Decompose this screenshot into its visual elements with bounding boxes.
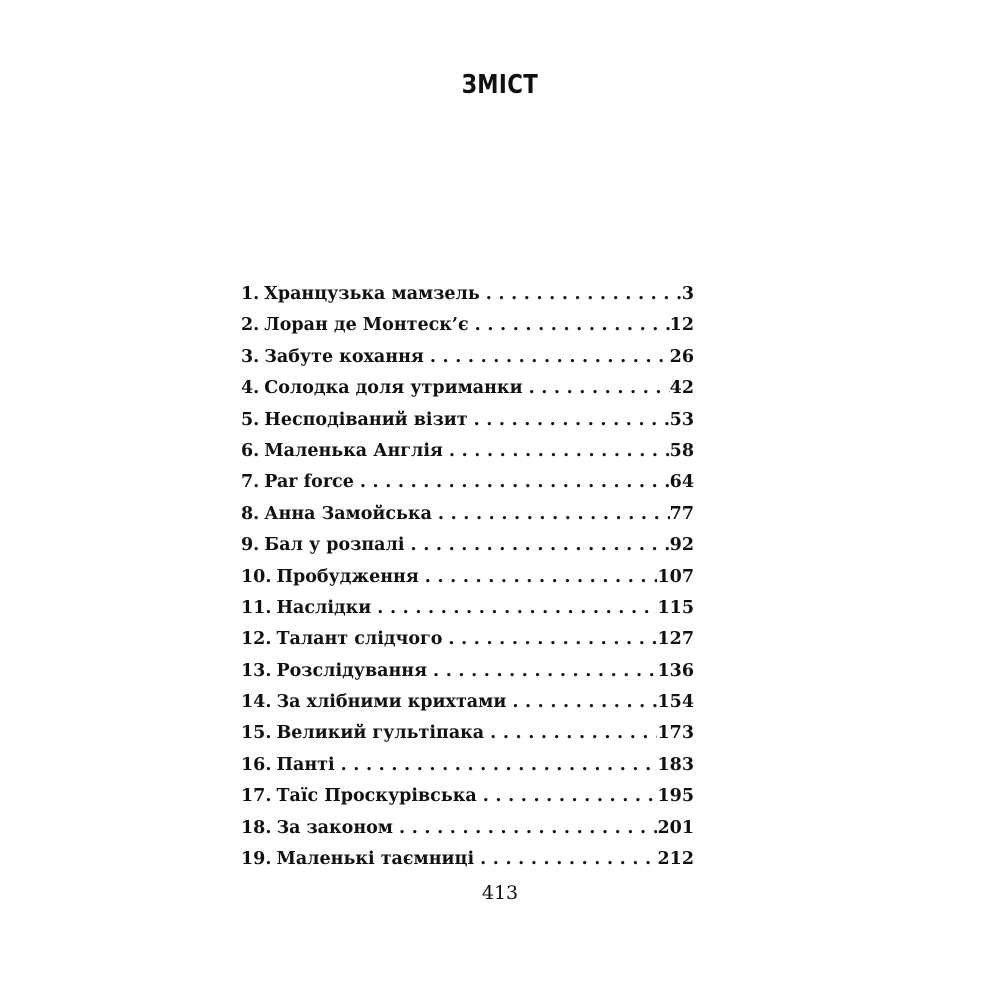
dot-leader <box>419 562 658 593</box>
entry-number: 4. <box>241 378 260 399</box>
dot-leader <box>335 750 658 781</box>
entry-number: 17. <box>241 786 272 807</box>
dot-leader <box>523 373 670 404</box>
dot-leader <box>371 593 657 624</box>
toc-entry[interactable] <box>241 279 694 310</box>
toc-entry[interactable] <box>241 499 694 530</box>
entry-number: 16. <box>241 754 272 775</box>
dot-leader <box>484 718 657 749</box>
entry-page: 3 <box>681 284 694 304</box>
page-number: 413 <box>481 882 519 904</box>
dot-leader <box>506 687 657 718</box>
dot-leader <box>468 405 670 436</box>
toc-entry[interactable] <box>241 750 694 781</box>
entry-page: 58 <box>669 440 694 461</box>
entry-page: 107 <box>657 566 694 587</box>
entry-page: 201 <box>657 817 694 838</box>
entry-number: 6. <box>241 440 260 461</box>
entry-number: 3. <box>241 346 260 367</box>
dot-leader <box>442 624 657 655</box>
toc-entry[interactable] <box>241 687 694 718</box>
entry-number: 19. <box>241 849 272 870</box>
dot-leader <box>443 436 670 467</box>
toc-entry[interactable] <box>241 624 694 655</box>
entry-title: Забуте кохання <box>264 346 424 367</box>
entry-title: Лоран де Монтеск’є <box>264 315 469 336</box>
entry-page: 136 <box>657 660 694 681</box>
entry-number: 13. <box>241 660 272 681</box>
entry-page: 92 <box>669 535 694 556</box>
dot-leader <box>393 813 657 844</box>
entry-page: 53 <box>669 409 694 430</box>
dot-leader <box>480 279 682 310</box>
toc-entry[interactable] <box>241 718 694 749</box>
entry-page: 12 <box>669 315 694 336</box>
toc-entry[interactable] <box>241 310 694 341</box>
entry-number: 15. <box>241 723 272 744</box>
entry-number: 2. <box>241 315 260 336</box>
toc-entry[interactable] <box>241 530 694 561</box>
page-title: ЗМІСТ <box>461 70 539 100</box>
dot-leader <box>474 844 657 875</box>
dot-leader <box>432 499 670 530</box>
entry-title: Маленька Англія <box>264 440 443 461</box>
toc-entry[interactable] <box>241 467 694 498</box>
entry-title: Талант слідчого <box>276 629 443 650</box>
entry-title: Солодка доля утриманки <box>264 378 523 399</box>
entry-page: 127 <box>657 629 694 650</box>
toc-entry[interactable] <box>241 436 694 467</box>
toc-entry[interactable] <box>241 373 694 404</box>
entry-number: 11. <box>241 597 272 618</box>
entry-number: 12. <box>241 629 272 650</box>
entry-title: Несподіваний візит <box>264 409 468 430</box>
dot-leader <box>405 530 670 561</box>
entry-page: 77 <box>669 503 694 524</box>
entry-title: Панті <box>276 754 335 775</box>
entry-number: 9. <box>241 535 260 556</box>
entry-title: За хлібними крихтами <box>276 692 507 713</box>
entry-title: За законом <box>276 817 394 838</box>
toc-entry[interactable] <box>241 813 694 844</box>
entry-number: 18. <box>241 817 272 838</box>
dot-leader <box>354 467 670 498</box>
toc-entry[interactable] <box>241 781 694 812</box>
entry-title: Маленькі таємниці <box>276 849 475 870</box>
entry-title: Великий гультіпака <box>276 723 485 744</box>
entry-title: Наслідки <box>276 597 372 618</box>
toc-entry[interactable] <box>241 405 694 436</box>
entry-page: 26 <box>669 346 694 367</box>
entry-number: 8. <box>241 503 260 524</box>
dot-leader <box>427 656 657 687</box>
entry-title: Хранцузька мамзель <box>264 284 480 304</box>
entry-number: 1. <box>241 284 260 304</box>
entry-title: Пробудження <box>276 566 419 587</box>
entry-page: 154 <box>657 692 694 713</box>
entry-title: Бал у розпалі <box>264 535 405 556</box>
toc-entry[interactable] <box>241 844 694 875</box>
entry-title: Таїс Проскурівська <box>276 786 477 807</box>
dot-leader <box>477 781 658 812</box>
toc-entry[interactable] <box>241 562 694 593</box>
toc-entry[interactable] <box>241 656 694 687</box>
entry-number: 7. <box>241 472 260 493</box>
entry-title: Розслідування <box>276 660 428 681</box>
entry-number: 5. <box>241 409 260 430</box>
toc-entry[interactable] <box>241 342 694 373</box>
dot-leader <box>424 342 670 373</box>
entry-number: 14. <box>241 692 272 713</box>
entry-title: Par force <box>264 472 354 493</box>
entry-number: 10. <box>241 566 272 587</box>
entry-title: Анна Замойська <box>264 503 432 524</box>
table-of-contents <box>241 279 694 875</box>
entry-page: 64 <box>669 472 694 493</box>
toc-entry[interactable] <box>241 593 694 624</box>
entry-page: 173 <box>657 723 694 744</box>
entry-page: 115 <box>657 597 694 618</box>
entry-page: 195 <box>657 786 694 807</box>
entry-page: 42 <box>669 378 694 399</box>
entry-page: 212 <box>657 849 694 870</box>
entry-page: 183 <box>657 754 694 775</box>
dot-leader <box>469 310 670 341</box>
